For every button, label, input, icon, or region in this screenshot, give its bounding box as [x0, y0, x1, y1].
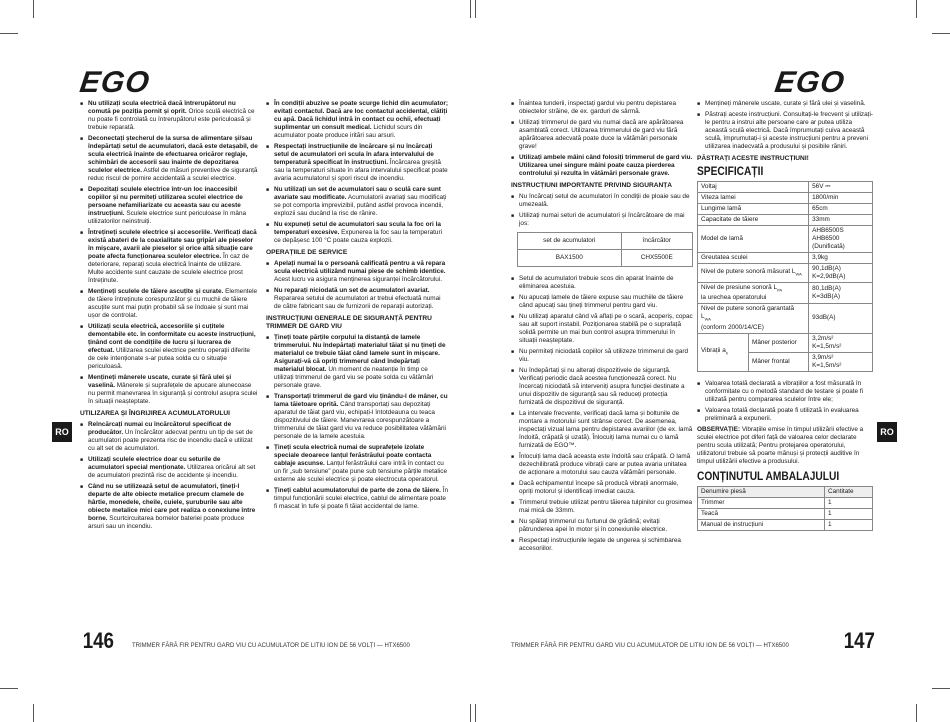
spec-sublabel: Mâner frontal	[749, 352, 809, 371]
bullet-item	[511, 100, 693, 116]
spec-row	[698, 226, 873, 253]
spec-label	[698, 264, 809, 283]
spec-label-text: la urechea operatorului	[701, 294, 767, 302]
package-contents-table	[697, 486, 873, 531]
left-column-1	[80, 100, 258, 534]
spec-row	[698, 304, 873, 333]
bullet-bold-text: Apelați numai la o persoană calificată pentru a vă repara scula electrică utilizând numai piese de schimb identice.	[274, 260, 446, 275]
page-number: 147	[843, 628, 875, 653]
spec-label-text: Capacitate de tăiere	[701, 216, 759, 223]
spec-row	[698, 193, 873, 204]
spec-label-text: Lungime lamă	[701, 205, 742, 212]
bullet-item	[266, 487, 448, 511]
crop-mark	[916, 704, 917, 722]
table-cell: CHX5500E	[621, 250, 692, 267]
left-column-2	[266, 100, 448, 514]
bullet-bold-text: Deconectați ștecherul de la sursa de alimentare și/sau îndepărtați setul de acumulatori, dacă este detașabil, de scula electrică înainte de efectuarea oricăror reglaje, schimbări de accesorii sau înainte de depozitarea sculelor electrice.	[88, 135, 258, 174]
table-header: Denumire piesă	[698, 486, 825, 497]
bullet-text: Nu încărcați setul de acumulatori în condiții de ploaie sau de umezeală.	[519, 193, 690, 208]
spec-label	[698, 304, 809, 333]
spec-value	[809, 304, 873, 333]
bullet-item	[80, 229, 258, 285]
spec-value-text: 56V ⎓	[812, 183, 831, 190]
spec-label-text: Nivel de presiune sonoră L	[701, 284, 778, 291]
spec-label-subscript: PA	[777, 287, 783, 293]
bullet-bold-text: Mențineți sculele de tăiere ascuțite și curate.	[88, 288, 224, 295]
specifications-table	[697, 181, 873, 372]
spec-label	[698, 283, 809, 304]
bullet-item	[511, 212, 693, 228]
bullet-bold-text: Transportați trimmerul de gard viu ținându-l de mâner, cu lama tăietoare oprită.	[274, 393, 448, 408]
battery-charger-table	[517, 232, 693, 267]
crop-mark	[470, 0, 471, 18]
bullet-text: Un moment de neatenție în timp ce utilizați trimmerul de gard viu se poate solda cu vătămări personale grave.	[274, 366, 434, 389]
spec-row	[698, 253, 873, 264]
bullet-item: ■ Trimmerul trebuie utilizat pentru tăierea tulpinilor cu grosimea mai mică de 33mm.	[511, 499, 693, 515]
spec-label	[698, 226, 809, 253]
specifications-title: SPECIFICAȚII	[697, 164, 764, 178]
crop-mark	[475, 704, 476, 722]
bullet-bold-text: Întrețineți sculele electrice și accesoriile. Verificați dacă există abateri de la coaxialitate sau gripări ale pieselor în mișcare, avarii ale pieselor și orice altă situație care poate afecta funcționarea sculelor electrice.	[88, 229, 257, 260]
bullet-bold-text: Țineți toate părțile corpului la distanță de lamele trimmerului. Nu îndepărtați materialul tăiat și nu țineți de materialul ce trebuie tăiat când lamele sunt în mișcare. Asigurați-vă că opriți trimmerul când îndepărtați materialul blocat.	[274, 334, 446, 373]
bullet-item	[511, 154, 693, 178]
spec-value-text: K=3dB(A)	[812, 293, 840, 301]
bullet-text: Utilizarea oricărui alt set de acumulatori prezintă risc de accidente și incendiu.	[88, 464, 256, 479]
spec-value-text: 3,9kg	[812, 254, 828, 261]
table-header: încărcător	[621, 233, 692, 250]
table-cell: BAX1500	[518, 250, 622, 267]
bullet-item	[266, 186, 448, 218]
spec-value-text: K=2,9dB(A)	[812, 273, 846, 280]
spec-value-text: 80,1dB(A)	[812, 285, 841, 293]
bullet-bold-text: Reîncărcați numai cu încărcătorul specificat de producător.	[88, 421, 232, 436]
spec-label-text: Nivel de putere sonoră măsurat L	[701, 267, 796, 275]
crop-mark	[932, 688, 950, 689]
table-header-row	[698, 486, 873, 497]
spec-value-text: K=1,5m/s²	[812, 361, 842, 369]
spec-value	[809, 226, 873, 253]
bullet-item: ■ Setul de acumulatori trebuie scos din aparat înainte de eliminarea acestuia.	[511, 275, 693, 291]
spec-label-subscript: WA	[795, 271, 802, 277]
spec-label	[698, 333, 749, 371]
bullet-item: ■ Înlocuiți lama dacă aceasta este îndoită sau crăpată. O lamă dezechilibrată produce vibrații care ar putea avaria unitatea de acționare a motorului sau cauza vătămări personale.	[511, 453, 693, 477]
bullet-text: Lanțul ferăstrăului care intră în contact cu un fir „sub tensiune” poate pune sub tensiune părțile metalice externe ale sculei electrice și poate electrocuta operatorul.	[274, 460, 448, 483]
spec-value	[809, 283, 873, 304]
section-heading-battery: UTILIZAREA ȘI ÎNGRIJIREA ACUMULATORULUI	[80, 410, 230, 417]
spec-value-text: 3,9m/s²	[812, 353, 834, 361]
spec-value	[809, 352, 873, 371]
bullet-bold-text: Utilizați scula electrică, accesoriile și cuțitele demontabile etc. în conformitate cu aceste instrucțiuni, ținând cont de condițiile de lucru și lucrarea de efectuat.	[88, 323, 256, 354]
bullet-text: În timpul funcționării sculei electrice, cablul de alimentare poate fi mascat în tufe și poate fi tăiat accidental de lame.	[274, 487, 449, 510]
table-header: set de acumulatori	[518, 233, 622, 250]
spec-label-text: Nivel de putere sonoră garantată L	[701, 305, 795, 321]
spec-row	[698, 204, 873, 215]
bullet-item: ■ Respectați instrucțiunile legate de ungerea și schimbarea accesoriilor.	[511, 537, 693, 553]
crop-mark	[33, 704, 34, 722]
spec-label	[698, 215, 809, 226]
bullet-text: Lichidul scurs din acumulator poate produce iritări sau arsuri.	[274, 124, 423, 139]
crop-mark	[0, 688, 18, 689]
package-contents-title: CONȚINUTUL AMBALAJULUI	[697, 468, 840, 483]
bullet-item: ■ Nu apucați lamele de tăiere expuse sau muchiile de tăiere când apucați sau țineți trimmerul pentru gard viu.	[511, 294, 693, 310]
observation-label: OBSERVAȚIE:	[697, 425, 741, 433]
bullet-text: Elementele de tăiere întreținute corespunzător și cu muchii de tăiere ascuțite sunt mai puțin probabil să se îndoaie și sunt mai ușor de controlat.	[88, 288, 258, 319]
bullet-item	[80, 456, 258, 480]
bullet-item: ■ Păstrați aceste instrucțiuni. Consultați-le frecvent și utilizați-le pentru a instrui alte persoane care ar putea utiliza această sculă electrică. Dacă împrumutați cuiva această sculă, împrumutați-i și aceste instrucțiuni pentru a preveni utilizarea inadecvată a produsului și posibile răniri.	[697, 111, 875, 151]
bullet-item	[511, 119, 693, 151]
spec-value	[809, 204, 873, 215]
bullet-item	[80, 288, 258, 320]
crop-mark	[0, 33, 18, 34]
bullet-item	[266, 287, 448, 311]
spec-label	[698, 204, 809, 215]
spec-label-text: Voltaj	[701, 183, 717, 190]
bullet-text: Înaintea tunderii, inspectați gardul viu pentru depistarea obiectelor străine, de ex. garduri de sârmă.	[519, 100, 677, 115]
spec-value	[809, 182, 873, 193]
table-cell: 1	[825, 519, 873, 530]
spec-value	[809, 253, 873, 264]
bullet-item	[80, 421, 258, 453]
bullet-text: Încărcarea greșită sau la temperaturi situate în afara intervalului specificat poate avaria acumulatorul și spori riscul de incendiu.	[274, 159, 448, 182]
page-footer: TRIMMER FĂRĂ FIR PENTRU GARD VIU CU ACUMULATOR DE LITIU ION DE 56 VOLȚI — HTX6500	[132, 643, 410, 649]
crop-mark	[33, 0, 34, 18]
table-cell: 1	[825, 508, 873, 519]
bullet-text: Sculele electrice sunt periculoase în mâna utilizatorilor neinstruiți.	[88, 210, 247, 225]
bullet-item: ■ Mențineți mânerele uscate, curate și fără ulei și vaselină.	[697, 100, 875, 108]
bullet-item: ■ Nu permiteți niciodată copiilor să utilizeze trimmerul de gard viu.	[511, 348, 693, 364]
observation	[697, 426, 875, 466]
bullet-text: Expunerea la foc sau la temperaturi ce depășesc 100 °C poate cauza explozii.	[274, 229, 443, 244]
right-column-2	[697, 100, 875, 531]
bullet-item: ■ Valoarea totală declarată poate fi utilizată în evaluarea preliminară a expunerii.	[697, 407, 875, 423]
bullet-bold-text: Când nu se utilizează setul de acumulatori, țineți-l departe de alte obiecte metalice precum clamele de hârtie, monedele, cheile, cuiele, șuruburile sau alte obiecte metalice mici care pot realiza o conexiune între borne.	[88, 483, 256, 522]
spec-row	[698, 182, 873, 193]
spec-value	[809, 264, 873, 283]
crop-mark	[916, 0, 917, 18]
spec-label-text: Viteza lamei	[701, 194, 736, 201]
spec-value	[809, 215, 873, 226]
bullet-text: Un încărcător adecvat pentru un tip de set de acumulatori poate prezenta risc de incendiu dacă e utilizat cu alt set de acumulatori.	[88, 429, 253, 452]
spec-value	[809, 333, 873, 352]
bullet-item: ■ Nu spălați trimmerul cu furtunul de grădină; evitați pătrunderea apei în motor și în conexiunile electrice.	[511, 518, 693, 534]
bullet-item	[266, 260, 448, 284]
bullet-bold-text: Țineți cablul acumulatorului de parte de zona de tăiere.	[274, 487, 441, 494]
bullet-item: ■ Nu îndepărtați și nu alterați dispozitivele de siguranță. Verificați periodic dacă acestea funcționează corect. Nu încercați niciodată să interveniți asupra funcției destinate a unui dispozitiv de siguranță sau să reduceți protecția furnizată de dispozitivul de siguranță.	[511, 367, 693, 407]
bullet-text: Orice sculă electrică ce nu poate fi controlată cu întrerupătorul este periculoasă și trebuie reparată.	[88, 108, 255, 131]
observation-text: Vibrațiile emise în timpul utilizării efective a sculei electrice pot diferi față de valoarea celor declarate pentru scula utilizată; Pentru protejarea operatorului, utilizatorul trebuie să poarte mănuși și protecții auditive în timpul utilizării efective a produsului.	[697, 425, 864, 465]
bullet-text: Astfel de măsuri preventive de siguranță reduc riscul de pornire accidentală a sculei electrice.	[88, 167, 258, 182]
bullet-item: ■ Valoarea totală declarată a vibrațiilor a fost măsurată în conformitate cu o metodă standard de testare și poate fi utilizată pentru compararea sculelor între ele;	[697, 380, 875, 404]
table-header: Cantitate	[825, 486, 873, 497]
spec-row	[698, 215, 873, 226]
bullet-text: În caz de deteriorare, reparați scula electrică înainte de utilizare. Multe accidente sunt cauzate de sculele electrice prost întreținute.	[88, 253, 249, 284]
table-cell: 1	[825, 497, 873, 508]
spec-value	[809, 193, 873, 204]
bullet-bold-text: Depozitați sculele electrice într-un loc inaccesibil copiilor și nu permiteți utilizarea sculei electrice de persoane nefamiliarizate cu aceasta sau cu aceste instrucțiuni.	[88, 186, 243, 217]
bullet-item	[266, 143, 448, 183]
bullet-text: Utilizați trimmerul de gard viu numai dacă are apărătoarea asamblată corect. Utilizarea trimmerului de gard viu fără apărătoarea adecvată poate duce la vătămări personale grave!	[519, 119, 684, 150]
bullet-text: Utilizarea sculei electrice pentru operații diferite de cele intenționate s-ar putea solda cu o situație periculoasă.	[88, 347, 250, 370]
spec-label-subscript: h	[725, 350, 728, 356]
crop-mark	[932, 33, 950, 34]
spec-value-text: 65cm	[812, 205, 828, 212]
bullet-item	[80, 483, 258, 531]
bullet-item	[80, 186, 258, 226]
spec-label	[698, 193, 809, 204]
table-cell: Trimmer	[698, 497, 825, 508]
bullet-text: Mânerele și suprafețele de apucare alunecoase nu permit manevrarea în siguranță și controlul asupra sculei în situații neașteptate.	[88, 382, 258, 405]
spec-value-text: 93dB(A)	[812, 314, 836, 322]
right-column-1	[511, 100, 693, 556]
bullet-item	[511, 193, 693, 209]
bullet-item	[80, 135, 258, 183]
spec-value-text: AHB6500S	[812, 227, 844, 234]
bullet-item	[80, 374, 258, 406]
bullet-item	[266, 334, 448, 390]
bullet-item	[266, 221, 448, 245]
bullet-bold-text: Respectați instrucțiunile de încărcare și nu încărcați setul de acumulatori ori scula în afara intervalului de temperatură specificat în instrucțiuni.	[274, 143, 434, 166]
bullet-text: Repararea setului de acumulatori ar trebui efectuată numai de către fabricant sau de furnizorii de reparații autorizați.	[274, 295, 441, 310]
bullet-item: ■ Nu utilizați aparatul când vă aflați pe o scară, acoperiș, copac sau alt suport instabil. Poziționarea stabilă pe o suprafață solidă permite un mai bun control asupra trimmerului în situații neașteptate.	[511, 313, 693, 345]
section-heading-important-safety: INSTRUCȚIUNI IMPORTANTE PRIVIND SIGURANȚA	[511, 182, 673, 189]
spec-value-text: AHB6500 (Dunificată)	[812, 235, 845, 250]
bullet-bold-text: În condiții abuzive se poate scurge lichid din acumulator; evitați contactul. Dacă are loc contactul accidental, clătiți cu apă. Dacă lichidul intră în contact cu ochii, efectuați suplimentar un consult medical.	[274, 100, 448, 131]
ego-logo: EGO	[772, 66, 848, 99]
table-row	[698, 497, 873, 508]
spec-row	[698, 283, 873, 304]
spec-value-text: 33mm	[812, 216, 830, 223]
bullet-item	[266, 100, 448, 140]
spec-label-text: (conform 2000/14/CE)	[701, 323, 764, 331]
bullet-bold-text: Nu utilizați un set de acumulatori sau o sculă care sunt avariate sau modificate.	[274, 186, 441, 201]
language-tab: RO	[52, 422, 72, 442]
bullet-bold-text: Utilizați ambele mâini când folosiți trimmerul de gard viu. Utilizarea unei singure mâini poate cauza pierderea controlului și rezulta în vătămări personale grave.	[519, 154, 693, 177]
spec-value-text: K=1,5m/s²	[812, 342, 842, 350]
bullet-bold-text: Utilizați sculele electrice doar cu seturile de acumulatori special menționate.	[88, 456, 221, 471]
crop-mark	[470, 704, 471, 722]
bullet-bold-text: Nu utilizați scula electrică dacă întrerupătorul nu comută pe poziția pornit și oprit.	[88, 100, 236, 115]
spec-row	[698, 264, 873, 283]
bullet-item	[266, 444, 448, 484]
spec-row	[698, 333, 873, 352]
bullet-item	[80, 100, 258, 132]
bullet-bold-text: Mențineți mânerele uscate, curate și fără ulei și vaselină.	[88, 374, 232, 389]
spec-value-text: 3,2m/s²	[812, 334, 834, 342]
spec-label-text: Vibrații a	[701, 346, 726, 354]
table-row	[698, 508, 873, 519]
bullet-bold-text: Țineți scula electrică numai de suprafețele izolate speciale deoarece lanțul ferăstrăului poate contacta cablaje ascunse.	[274, 444, 432, 467]
spec-value-text: 90,1dB(A)	[812, 265, 841, 272]
bullet-text: Scurtcircuitarea bornelor bateriei poate produce arsuri sau un incendiu.	[88, 515, 245, 530]
table-row	[698, 519, 873, 530]
bullet-text: Acumulatorii avariați sau modificați se pot comporta imprevizibil, putând astfel provoca incendii, explozii sau ducând la risc de rănire.	[274, 194, 447, 217]
bullet-bold-text: Nu reparați niciodată un set de acumulatori avariat.	[274, 287, 430, 294]
ego-logo: EGO	[77, 66, 153, 99]
language-tab: RO	[877, 422, 897, 442]
bullet-item	[80, 323, 258, 371]
keep-instructions-heading: PĂSTRAȚI ACESTE INSTRUCȚIUNI!	[697, 155, 809, 162]
bullet-text: Acest lucru va asigura menținerea siguranței încărcătorului.	[274, 276, 443, 283]
bullet-bold-text: Nu expuneți setul de acumulatori sau scula la foc ori la temperaturi excesive.	[274, 221, 441, 236]
page-footer: TRIMMER FĂRĂ FIR PENTRU GARD VIU CU ACUMULATOR DE LITIU ION DE 56 VOLȚI — HTX6500	[511, 643, 789, 649]
section-heading-general-safety: INSTRUCȚIUNI GENERALE DE SIGURANȚĂ PENTRU TRIMMER DE GARD VIU	[266, 315, 432, 330]
spec-label-text: Greutatea sculei	[701, 254, 748, 261]
bullet-item	[266, 393, 448, 441]
spec-label	[698, 182, 809, 193]
page-number: 146	[82, 628, 114, 653]
right-page	[475, 0, 950, 722]
table-cell: Manual de instrucțiuni	[698, 519, 825, 530]
section-heading-service: OPERAȚIILE DE SERVICE	[266, 249, 348, 256]
crop-mark	[475, 0, 476, 18]
spec-label-text: Model de lamă	[701, 235, 743, 242]
spec-value-text: 1800/min	[812, 194, 839, 201]
bullet-text: Utilizați numai seturi de acumulatori și încărcătoare de mai jos:	[519, 212, 685, 227]
spec-sublabel: Mâner posterior	[749, 333, 809, 352]
spec-label-subscript: WA	[704, 316, 711, 322]
spec-label	[698, 253, 809, 264]
bullet-item: ■ La intervale frecvente, verificați dacă lama și boltunile de montare a motorului sunt strânse corect. De asemenea, inspectați vizual lama pentru depistarea avariilor (de ex. lamă îndoită, crăpată și uzată). Înlocuiți lama numai cu o lamă furnizată de EGO™.	[511, 410, 693, 450]
table-cell: Teacă	[698, 508, 825, 519]
bullet-text: Când transportați sau depozitați aparatul de tăiat gard viu, echipați-l întotdeauna cu teaca dispozitivului de tăiere. Manevrarea corespunzătoare a trimmerului de tăiat gard viu va reduce posibilitatea vătămării personale de la lamele acestuia.	[274, 401, 446, 440]
bullet-item: ■ Dacă echipamentul începe să producă vibrații anormale, opriți motorul și identificați imediat cauza.	[511, 480, 693, 496]
